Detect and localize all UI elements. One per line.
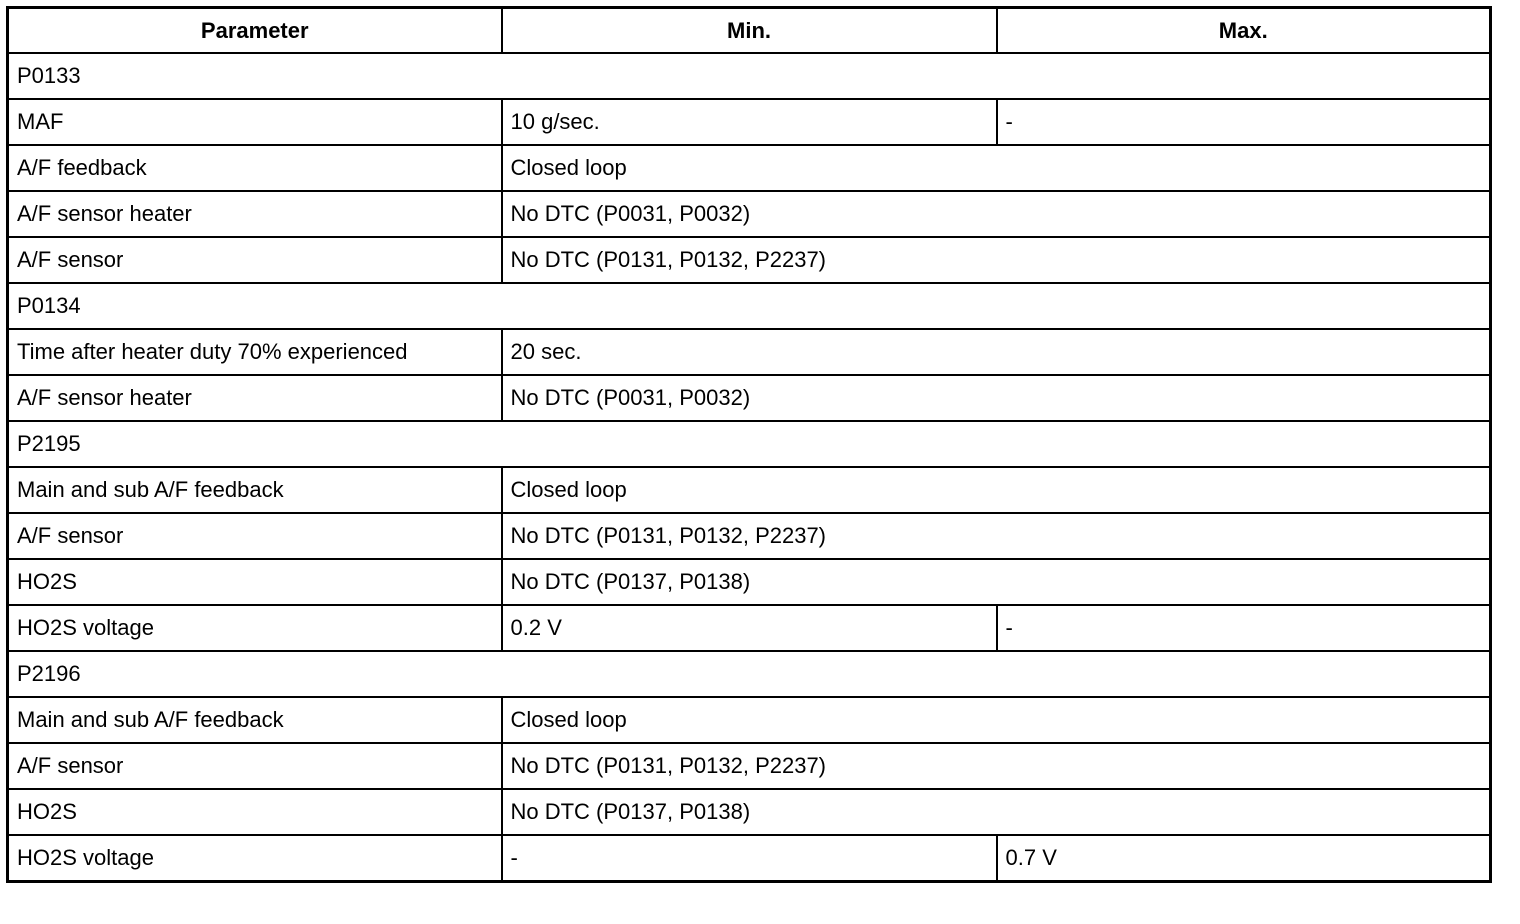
- parameter-cell: HO2S: [8, 789, 502, 835]
- section-label: P2195: [8, 421, 1491, 467]
- parameter-cell: Main and sub A/F feedback: [8, 697, 502, 743]
- conditions-table: [6, 6, 1492, 883]
- header-parameter: Parameter: [8, 8, 502, 54]
- section-row: [8, 283, 1491, 329]
- section-label: P0134: [8, 283, 1491, 329]
- condition-value-cell: 20 sec.: [502, 329, 1491, 375]
- parameter-cell: HO2S voltage: [8, 835, 502, 882]
- table-row: [8, 467, 1491, 513]
- min-cell: -: [502, 835, 997, 882]
- parameter-cell: A/F sensor: [8, 237, 502, 283]
- condition-value-cell: No DTC (P0131, P0132, P2237): [502, 237, 1491, 283]
- table-row: [8, 375, 1491, 421]
- parameter-cell: A/F sensor heater: [8, 191, 502, 237]
- table-row: [8, 559, 1491, 605]
- table-row: [8, 605, 1491, 651]
- parameter-cell: Time after heater duty 70% experienced: [8, 329, 502, 375]
- section-label: P0133: [8, 53, 1491, 99]
- table-row: [8, 743, 1491, 789]
- parameter-cell: A/F feedback: [8, 145, 502, 191]
- condition-value-cell: No DTC (P0131, P0132, P2237): [502, 743, 1491, 789]
- parameter-cell: A/F sensor: [8, 513, 502, 559]
- parameter-cell: Main and sub A/F feedback: [8, 467, 502, 513]
- condition-value-cell: No DTC (P0031, P0032): [502, 375, 1491, 421]
- condition-value-cell: Closed loop: [502, 145, 1491, 191]
- section-row: [8, 651, 1491, 697]
- table-row: [8, 697, 1491, 743]
- parameter-cell: A/F sensor: [8, 743, 502, 789]
- table-row: [8, 835, 1491, 882]
- section-label: P2196: [8, 651, 1491, 697]
- table-row: [8, 329, 1491, 375]
- parameter-cell: HO2S: [8, 559, 502, 605]
- table-header-row: [8, 8, 1491, 54]
- max-cell: -: [997, 605, 1491, 651]
- header-max: Max.: [997, 8, 1491, 54]
- table-row: [8, 191, 1491, 237]
- table-row: [8, 237, 1491, 283]
- parameter-cell: A/F sensor heater: [8, 375, 502, 421]
- section-row: [8, 53, 1491, 99]
- header-min: Min.: [502, 8, 997, 54]
- section-row: [8, 421, 1491, 467]
- table-row: [8, 513, 1491, 559]
- condition-value-cell: No DTC (P0137, P0138): [502, 559, 1491, 605]
- table-row: [8, 789, 1491, 835]
- condition-value-cell: No DTC (P0131, P0132, P2237): [502, 513, 1491, 559]
- condition-value-cell: Closed loop: [502, 467, 1491, 513]
- min-cell: 0.2 V: [502, 605, 997, 651]
- max-cell: 0.7 V: [997, 835, 1491, 882]
- table-row: [8, 145, 1491, 191]
- table-body: [8, 53, 1491, 882]
- table-row: [8, 99, 1491, 145]
- parameter-cell: MAF: [8, 99, 502, 145]
- condition-value-cell: Closed loop: [502, 697, 1491, 743]
- conditions-table-container: [6, 6, 1492, 883]
- min-cell: 10 g/sec.: [502, 99, 997, 145]
- parameter-cell: HO2S voltage: [8, 605, 502, 651]
- condition-value-cell: No DTC (P0137, P0138): [502, 789, 1491, 835]
- max-cell: -: [997, 99, 1491, 145]
- condition-value-cell: No DTC (P0031, P0032): [502, 191, 1491, 237]
